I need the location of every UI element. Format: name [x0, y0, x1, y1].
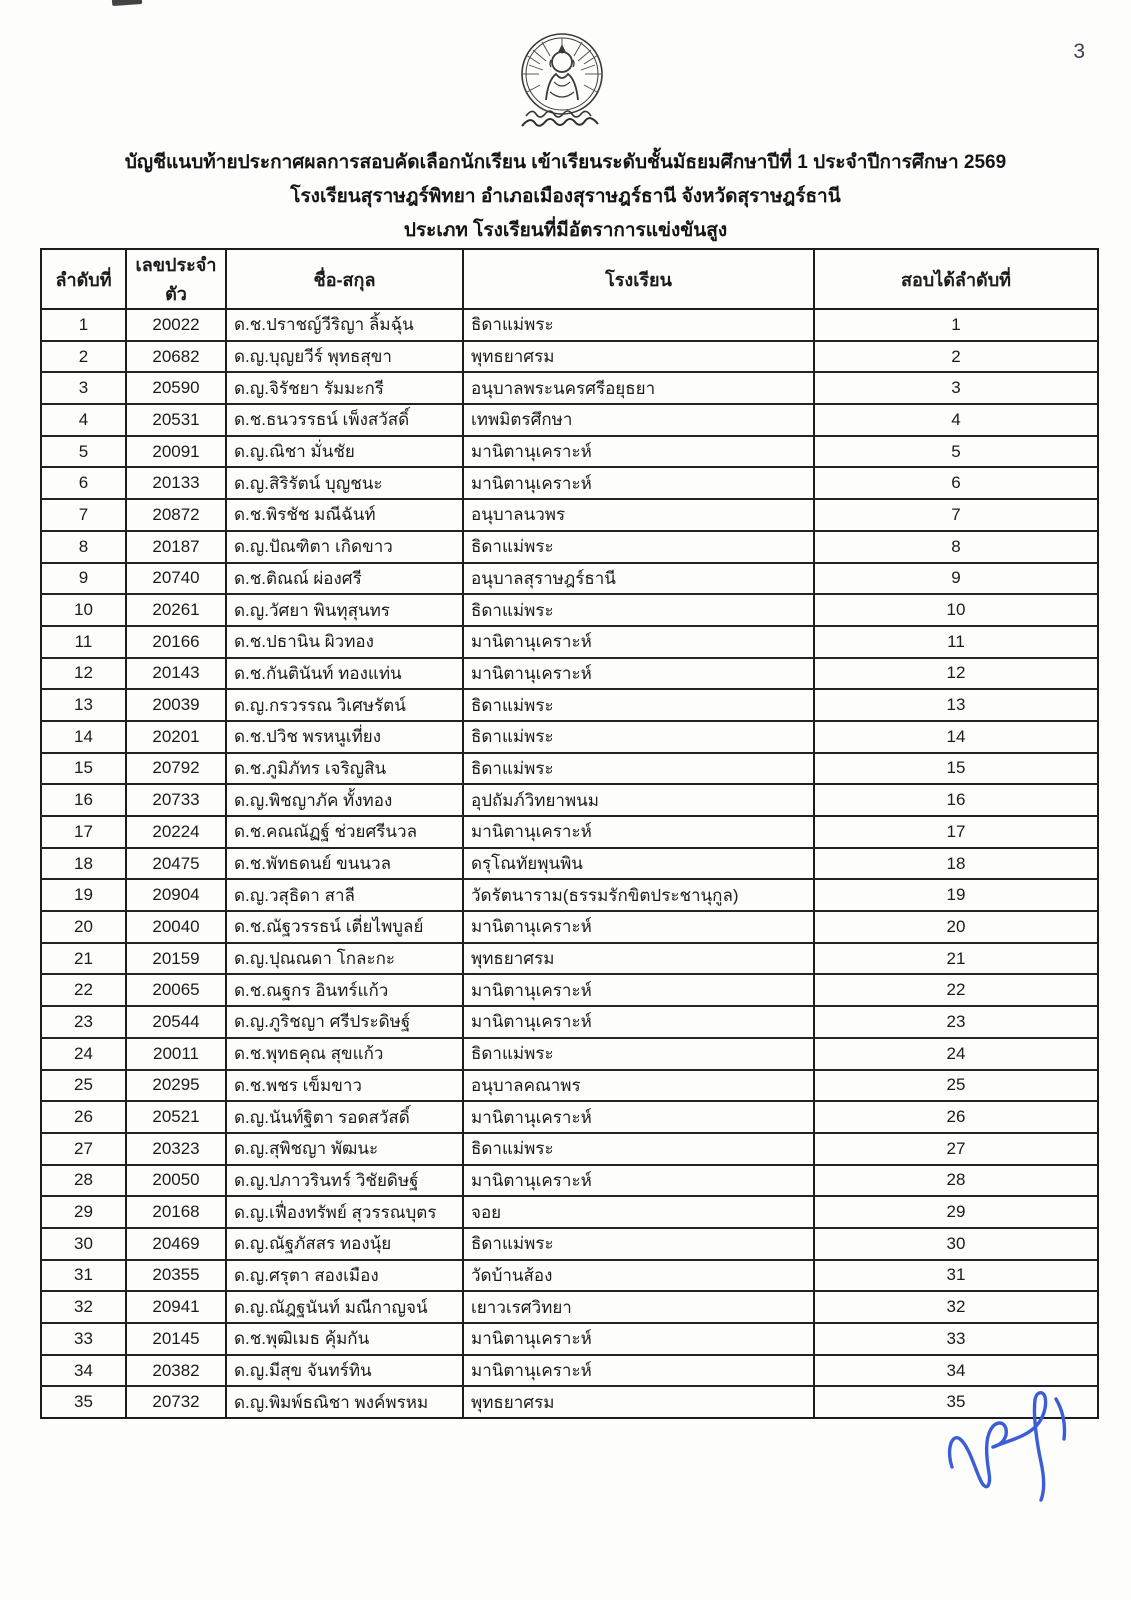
- cell-id: 20022: [126, 309, 226, 341]
- table-row: [41, 404, 1098, 436]
- cell-id: 20050: [126, 1165, 226, 1197]
- cell-id: 20590: [126, 372, 226, 404]
- table-row: [41, 816, 1098, 848]
- cell-name: ด.ญ.พิมพ์ธณิชา พงค์พรหม: [226, 1386, 463, 1418]
- table-row: [41, 1101, 1098, 1133]
- table-row: [41, 658, 1098, 690]
- cell-name: ด.ช.ณัฐวรรธน์ เตี่ยไพบูลย์: [226, 911, 463, 943]
- cell-name: ด.ญ.ณัฎฐนันท์ มณีกาญจน์: [226, 1291, 463, 1323]
- cell-rank: 15: [814, 753, 1098, 785]
- cell-name: ด.ช.ติณณ์ ผ่องศรี: [226, 563, 463, 595]
- table-row: [41, 721, 1098, 753]
- cell-rank: 2: [814, 341, 1098, 373]
- cell-id: 20904: [126, 879, 226, 911]
- cell-name: ด.ญ.สุพิชญา พัฒนะ: [226, 1133, 463, 1165]
- results-table: [40, 248, 1099, 1419]
- cell-name: ด.ญ.ภูริชญา ศรีประดิษฐ์: [226, 1006, 463, 1038]
- cell-school: อุปถัมภ์วิทยาพนม: [463, 784, 814, 816]
- table-body: [41, 309, 1098, 1418]
- cell-id: 20201: [126, 721, 226, 753]
- table-row: [41, 436, 1098, 468]
- cell-id: 20295: [126, 1070, 226, 1102]
- cell-school: มานิตานุเคราะห์: [463, 911, 814, 943]
- cell-school: อนุบาลสุราษฎร์ธานี: [463, 563, 814, 595]
- cell-id: 20733: [126, 784, 226, 816]
- cell-name: ด.ญ.วัศยา พินทุสุนทร: [226, 594, 463, 626]
- cell-order: 35: [41, 1386, 126, 1418]
- cell-order: 10: [41, 594, 126, 626]
- cell-name: ด.ช.พชร เข็มขาว: [226, 1070, 463, 1102]
- cell-rank: 11: [814, 626, 1098, 658]
- cell-order: 24: [41, 1038, 126, 1070]
- table-row: [41, 563, 1098, 595]
- cell-rank: 34: [814, 1355, 1098, 1387]
- col-header-rank: สอบได้ลำดับที่: [814, 249, 1098, 309]
- cell-rank: 13: [814, 689, 1098, 721]
- table-row: [41, 1291, 1098, 1323]
- cell-name: ด.ช.ภูมิภัทร เจริญสิน: [226, 753, 463, 785]
- cell-order: 15: [41, 753, 126, 785]
- cell-order: 33: [41, 1323, 126, 1355]
- cell-id: 20143: [126, 658, 226, 690]
- cell-name: ด.ญ.นันท์ฐิตา รอดสวัสดิ์: [226, 1101, 463, 1133]
- cell-school: มานิตานุเคราะห์: [463, 1165, 814, 1197]
- cell-id: 20872: [126, 499, 226, 531]
- cell-rank: 21: [814, 943, 1098, 975]
- cell-order: 7: [41, 499, 126, 531]
- title-line-1: บัญชีแนบท้ายประกาศผลการสอบคัดเลือกนักเรียน เข้าเรียนระดับชั้นมัธยมศึกษาปีที่ 1 ประจำปีการศึกษา 2569: [124, 152, 1007, 173]
- cell-order: 12: [41, 658, 126, 690]
- cell-name: ด.ญ.สิริรัตน์ บุญชนะ: [226, 467, 463, 499]
- cell-name: ด.ญ.จิรัชยา รัมมะกรี: [226, 372, 463, 404]
- table-row: [41, 467, 1098, 499]
- cell-order: 4: [41, 404, 126, 436]
- cell-school: มานิตานุเคราะห์: [463, 467, 814, 499]
- cell-rank: 24: [814, 1038, 1098, 1070]
- cell-id: 20224: [126, 816, 226, 848]
- cell-order: 14: [41, 721, 126, 753]
- cell-rank: 7: [814, 499, 1098, 531]
- cell-school: เยาวเรศวิทยา: [463, 1291, 814, 1323]
- cell-school: ธิดาแม่พระ: [463, 753, 814, 785]
- cell-name: ด.ช.ธนวรรธน์ เพ็งสวัสดิ์: [226, 404, 463, 436]
- table-row: [41, 309, 1098, 341]
- col-header-name: ชื่อ-สกุล: [226, 249, 463, 309]
- cell-order: 30: [41, 1228, 126, 1260]
- cell-school: อนุบาลพระนครศรีอยุธยา: [463, 372, 814, 404]
- cell-name: ด.ช.ปธานิน ผิวทอง: [226, 626, 463, 658]
- cell-id: 20732: [126, 1386, 226, 1418]
- cell-id: 20166: [126, 626, 226, 658]
- table-row: [41, 1006, 1098, 1038]
- cell-id: 20159: [126, 943, 226, 975]
- cell-rank: 18: [814, 848, 1098, 880]
- cell-order: 25: [41, 1070, 126, 1102]
- table-row: [41, 1323, 1098, 1355]
- cell-rank: 1: [814, 309, 1098, 341]
- cell-rank: 22: [814, 974, 1098, 1006]
- cell-rank: 23: [814, 1006, 1098, 1038]
- cell-order: 34: [41, 1355, 126, 1387]
- cell-name: ด.ช.ปวิช พรหนูเที่ยง: [226, 721, 463, 753]
- cell-name: ด.ญ.วสุธิดา สาลี: [226, 879, 463, 911]
- cell-id: 20792: [126, 753, 226, 785]
- table-row: [41, 974, 1098, 1006]
- table-row: [41, 1070, 1098, 1102]
- cell-school: ธิดาแม่พระ: [463, 1228, 814, 1260]
- cell-order: 18: [41, 848, 126, 880]
- cell-school: มานิตานุเคราะห์: [463, 626, 814, 658]
- cell-school: วัดบ้านส้อง: [463, 1260, 814, 1292]
- cell-name: ด.ญ.ปภาวรินทร์ วิชัยดิษฐ์: [226, 1165, 463, 1197]
- scan-artifact: [112, 0, 142, 6]
- cell-id: 20740: [126, 563, 226, 595]
- cell-rank: 4: [814, 404, 1098, 436]
- cell-rank: 5: [814, 436, 1098, 468]
- cell-id: 20040: [126, 911, 226, 943]
- cell-rank: 25: [814, 1070, 1098, 1102]
- cell-school: วัดรัตนาราม(ธรรมรักขิตประชานุกูล): [463, 879, 814, 911]
- school-seal-icon: [498, 30, 632, 142]
- cell-order: 26: [41, 1101, 126, 1133]
- cell-name: ด.ช.พุทธคุณ สุขแก้ว: [226, 1038, 463, 1070]
- cell-rank: 26: [814, 1101, 1098, 1133]
- cell-rank: 6: [814, 467, 1098, 499]
- cell-id: 20039: [126, 689, 226, 721]
- cell-school: มานิตานุเคราะห์: [463, 974, 814, 1006]
- table-row: [41, 594, 1098, 626]
- cell-id: 20145: [126, 1323, 226, 1355]
- table-row: [41, 1165, 1098, 1197]
- cell-rank: 28: [814, 1165, 1098, 1197]
- cell-order: 3: [41, 372, 126, 404]
- cell-school: พุทธยาศรม: [463, 1386, 814, 1418]
- cell-name: ด.ช.ปราชญ์วีริญา ลิ้มฉุ้น: [226, 309, 463, 341]
- title-line-2: โรงเรียนสุราษฎร์พิทยา อำเภอเมืองสุราษฎร์ธานี จังหวัดสุราษฎร์ธานี: [290, 186, 841, 207]
- cell-rank: 20: [814, 911, 1098, 943]
- cell-school: มานิตานุเคราะห์: [463, 1355, 814, 1387]
- cell-order: 28: [41, 1165, 126, 1197]
- cell-name: ด.ญ.ณิชา มั่นชัย: [226, 436, 463, 468]
- cell-rank: 27: [814, 1133, 1098, 1165]
- cell-name: ด.ญ.มีสุข จันทร์ทิน: [226, 1355, 463, 1387]
- table-row: [41, 341, 1098, 373]
- cell-id: 20682: [126, 341, 226, 373]
- table-row: [41, 372, 1098, 404]
- table-row: [41, 753, 1098, 785]
- col-header-order: ลำดับที่: [41, 249, 126, 309]
- cell-id: 20475: [126, 848, 226, 880]
- cell-order: 23: [41, 1006, 126, 1038]
- cell-rank: 8: [814, 531, 1098, 563]
- table-row: [41, 879, 1098, 911]
- cell-order: 22: [41, 974, 126, 1006]
- table-row: [41, 531, 1098, 563]
- cell-school: ธิดาแม่พระ: [463, 1133, 814, 1165]
- cell-rank: 30: [814, 1228, 1098, 1260]
- cell-order: 8: [41, 531, 126, 563]
- cell-name: ด.ญ.ปัณฑิตา เกิดขาว: [226, 531, 463, 563]
- cell-id: 20261: [126, 594, 226, 626]
- cell-rank: 33: [814, 1323, 1098, 1355]
- cell-school: พุทธยาศรม: [463, 341, 814, 373]
- cell-rank: 9: [814, 563, 1098, 595]
- cell-school: อนุบาลคณาพร: [463, 1070, 814, 1102]
- cell-order: 5: [41, 436, 126, 468]
- cell-order: 31: [41, 1260, 126, 1292]
- cell-rank: 12: [814, 658, 1098, 690]
- cell-rank: 10: [814, 594, 1098, 626]
- cell-name: ด.ญ.กรวรรณ วิเศษรัตน์: [226, 689, 463, 721]
- cell-school: ธิดาแม่พระ: [463, 594, 814, 626]
- cell-name: ด.ญ.ศรุตา สองเมือง: [226, 1260, 463, 1292]
- cell-rank: 14: [814, 721, 1098, 753]
- cell-order: 11: [41, 626, 126, 658]
- cell-id: 20531: [126, 404, 226, 436]
- cell-order: 29: [41, 1196, 126, 1228]
- cell-order: 27: [41, 1133, 126, 1165]
- cell-name: ด.ช.คณณัฏฐ์ ช่วยศรีนวล: [226, 816, 463, 848]
- cell-name: ด.ญ.พิชญาภัค ทั้งทอง: [226, 784, 463, 816]
- table-row: [41, 626, 1098, 658]
- cell-id: 20187: [126, 531, 226, 563]
- cell-order: 13: [41, 689, 126, 721]
- cell-id: 20355: [126, 1260, 226, 1292]
- table-row: [41, 784, 1098, 816]
- cell-rank: 32: [814, 1291, 1098, 1323]
- document-title: [0, 146, 1131, 248]
- cell-order: 1: [41, 309, 126, 341]
- cell-name: ด.ช.พุฒิเมธ คุ้มกัน: [226, 1323, 463, 1355]
- cell-id: 20323: [126, 1133, 226, 1165]
- cell-rank: 35: [814, 1386, 1098, 1418]
- cell-school: มานิตานุเคราะห์: [463, 1101, 814, 1133]
- cell-school: มานิตานุเคราะห์: [463, 1323, 814, 1355]
- title-line-3: ประเภท โรงเรียนที่มีอัตราการแข่งขันสูง: [403, 220, 728, 241]
- cell-id: 20382: [126, 1355, 226, 1387]
- table-row: [41, 499, 1098, 531]
- cell-school: ดรุโณทัยพุนพิน: [463, 848, 814, 880]
- cell-id: 20133: [126, 467, 226, 499]
- cell-name: ด.ญ.ณัฐภัสสร ทองนุ้ย: [226, 1228, 463, 1260]
- cell-name: ด.ช.พิรชัช มณีฉันท์: [226, 499, 463, 531]
- page-number: 3: [1073, 40, 1085, 63]
- cell-id: 20168: [126, 1196, 226, 1228]
- cell-name: ด.ญ.บุญยวีร์ พุทธสุขา: [226, 341, 463, 373]
- cell-school: มานิตานุเคราะห์: [463, 658, 814, 690]
- cell-name: ด.ญ.ปุณณดา โกละกะ: [226, 943, 463, 975]
- col-header-id: เลขประจำตัว: [126, 249, 226, 309]
- table-row: [41, 911, 1098, 943]
- cell-rank: 29: [814, 1196, 1098, 1228]
- cell-order: 21: [41, 943, 126, 975]
- cell-order: 19: [41, 879, 126, 911]
- col-header-school: โรงเรียน: [463, 249, 814, 309]
- table-row: [41, 1133, 1098, 1165]
- cell-rank: 16: [814, 784, 1098, 816]
- cell-rank: 19: [814, 879, 1098, 911]
- cell-order: 20: [41, 911, 126, 943]
- cell-school: มานิตานุเคราะห์: [463, 816, 814, 848]
- table-row: [41, 1228, 1098, 1260]
- cell-school: ธิดาแม่พระ: [463, 1038, 814, 1070]
- cell-order: 9: [41, 563, 126, 595]
- cell-id: 20469: [126, 1228, 226, 1260]
- cell-school: อนุบาลนวพร: [463, 499, 814, 531]
- cell-school: ธิดาแม่พระ: [463, 689, 814, 721]
- cell-id: 20941: [126, 1291, 226, 1323]
- table-row: [41, 689, 1098, 721]
- cell-school: พุทธยาศรม: [463, 943, 814, 975]
- cell-school: ธิดาแม่พระ: [463, 309, 814, 341]
- table-header: [41, 249, 1098, 309]
- cell-rank: 31: [814, 1260, 1098, 1292]
- cell-order: 17: [41, 816, 126, 848]
- table-row: [41, 1260, 1098, 1292]
- cell-school: ธิดาแม่พระ: [463, 531, 814, 563]
- cell-order: 2: [41, 341, 126, 373]
- signature-ink: [938, 1355, 1088, 1515]
- cell-id: 20011: [126, 1038, 226, 1070]
- cell-rank: 3: [814, 372, 1098, 404]
- cell-school: ธิดาแม่พระ: [463, 721, 814, 753]
- cell-id: 20065: [126, 974, 226, 1006]
- cell-name: ด.ช.ณฐกร อินทร์แก้ว: [226, 974, 463, 1006]
- table-row: [41, 1038, 1098, 1070]
- cell-name: ด.ช.พัทธดนย์ ขนนวล: [226, 848, 463, 880]
- cell-id: 20091: [126, 436, 226, 468]
- cell-school: มานิตานุเคราะห์: [463, 436, 814, 468]
- cell-id: 20521: [126, 1101, 226, 1133]
- cell-school: มานิตานุเคราะห์: [463, 1006, 814, 1038]
- table-row: [41, 848, 1098, 880]
- cell-order: 16: [41, 784, 126, 816]
- cell-school: จอย: [463, 1196, 814, 1228]
- table-row: [41, 943, 1098, 975]
- cell-id: 20544: [126, 1006, 226, 1038]
- cell-school: เทพมิตรศึกษา: [463, 404, 814, 436]
- cell-rank: 17: [814, 816, 1098, 848]
- cell-name: ด.ญ.เฟื่องทรัพย์ สุวรรณบุตร: [226, 1196, 463, 1228]
- table-row: [41, 1196, 1098, 1228]
- cell-order: 32: [41, 1291, 126, 1323]
- cell-name: ด.ช.กันตินันท์ ทองแท่น: [226, 658, 463, 690]
- cell-order: 6: [41, 467, 126, 499]
